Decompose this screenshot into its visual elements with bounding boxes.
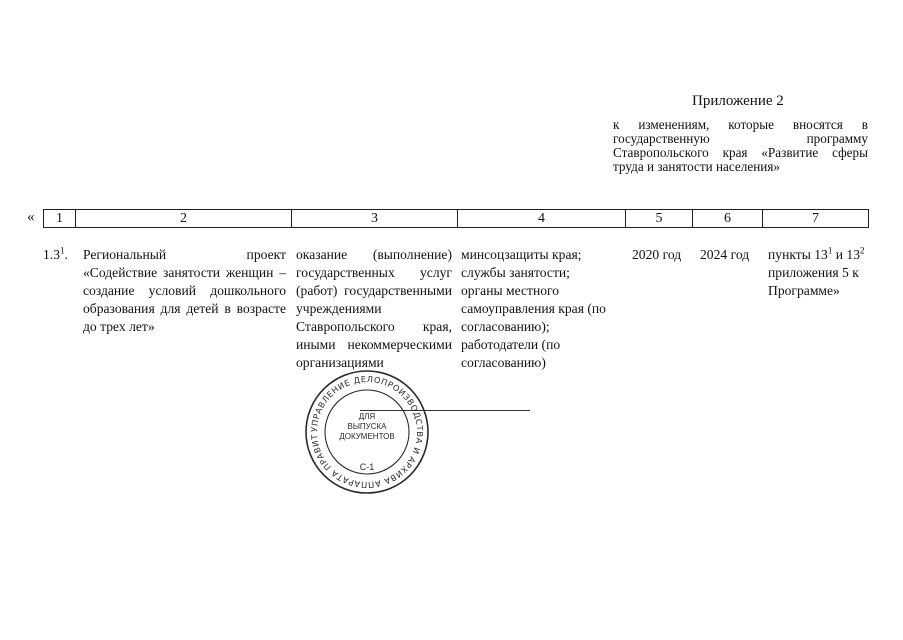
opening-quote: « [27,209,35,225]
header-col-2: 2 [76,210,292,227]
stamp-center-text: ДЛЯ [358,412,376,421]
header-col-7: 7 [812,211,819,226]
header-col-6: 6 [693,210,763,227]
executor-item: работодатели (по согласованию) [461,337,561,370]
stamp-center-text: ВЫПУСКА [347,422,387,431]
stamp-center-text: ДОКУМЕНТОВ [339,432,395,441]
appendix-title: Приложение 2 [692,93,784,109]
official-stamp [304,369,430,495]
appendix-subtitle: к изменениям, которые вносятся в государственную программу Ставропольского края «Развитие сферы труда и занятости населения» [613,117,868,174]
executor-item: минсоцзащиты края; [461,247,582,262]
executors-list [461,246,621,372]
header-col-4: 4 [458,210,626,227]
row-number: $1.3^1$. [43,245,68,262]
executor-item: службы занятости; [461,265,570,280]
project-name: Региональный проект «Содействие занятости женщин – создание условий дошкольного образования для детей в возрасте до трех лет» [83,247,286,334]
stamp-seal [304,369,430,495]
start-year: 2020 год [632,247,682,262]
header-col-3: 3 [292,210,458,227]
header-col-5: 5 [626,210,693,227]
end-year: 2024 год [700,247,750,262]
executor-item: органы местного самоуправления края (по согласованию); [461,283,606,334]
activity-description: оказание (выполнение) государственных услуг (работ) государственными учреждениями Ставропольского края, иными некоммерческими организациями [296,247,452,370]
header-col-1: 1 [44,210,76,227]
table-header-row [43,209,869,228]
program-reference: пункты $13^1$ и $13^2$ приложения 5 к Программе» [768,245,865,298]
stamp-code: С-1 [359,462,375,472]
stamp-ring-text: УПРАВЛЕНИЕ ДЕЛОПРОИЗВОДСТВА И АРХИВА АППАРАТА ПРАВИТ [308,373,426,491]
